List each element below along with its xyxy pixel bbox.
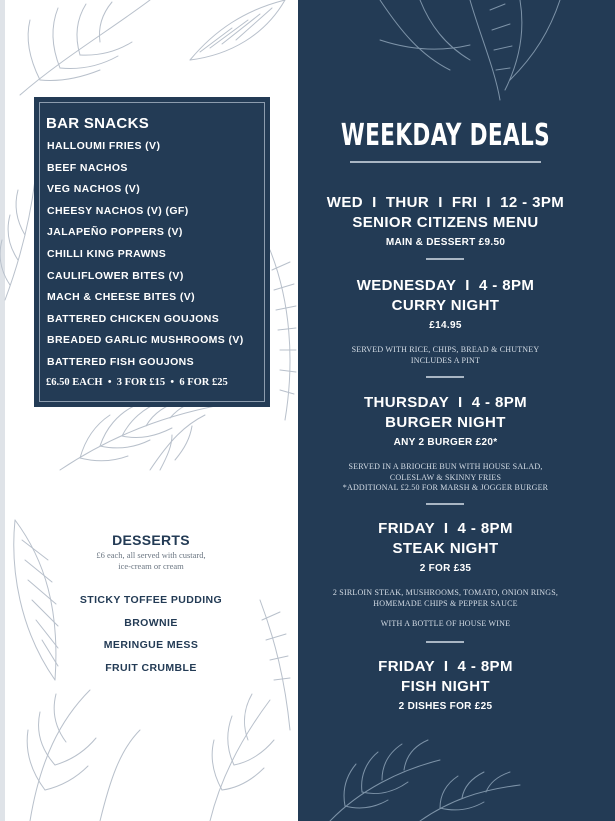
deal-note-line: *ADDITIONAL £2.50 FOR MARSH & JOGGER BURGER — [342, 483, 549, 492]
desserts-section — [40, 532, 262, 679]
deal-schedule: WED I THUR I FRI I 12 - 3PM — [326, 194, 565, 211]
deal-price: 2 FOR £35 — [419, 563, 472, 574]
deal-divider — [426, 258, 464, 260]
deal-name: SENIOR CITIZENS MENU — [352, 213, 539, 231]
deal-schedule: THURSDAY I 4 - 8PM — [363, 394, 528, 411]
bar-snacks-title: BAR SNACKS — [46, 115, 150, 132]
snack-item: CHEESY NACHOS (V) (GF) — [47, 204, 189, 217]
desserts-list — [40, 589, 262, 679]
deal-name: STEAK NIGHT — [392, 539, 499, 557]
dessert-item: BROWNIE — [124, 616, 178, 629]
bar-snacks-list — [47, 136, 244, 374]
deal-note-line: WITH A BOTTLE OF HOUSE WINE — [380, 619, 511, 628]
deal-name: CURRY NIGHT — [391, 296, 500, 314]
snack-item: CAULIFLOWER BITES (V) — [47, 269, 184, 282]
desserts-title: DESSERTS — [112, 532, 190, 548]
deal-note — [298, 588, 593, 609]
deal-schedule: WEDNESDAY I 4 - 8PM — [356, 277, 535, 294]
deal-name: FISH NIGHT — [401, 677, 490, 695]
desserts-subtitle — [40, 550, 262, 572]
snack-item: MACH & CHEESE BITES (V) — [47, 291, 196, 304]
deal-price: ANY 2 BURGER £20* — [393, 437, 498, 448]
snack-item: BATTERED FISH GOUJONS — [47, 355, 195, 368]
dessert-item: STICKY TOFFEE PUDDING — [79, 594, 223, 606]
deal-schedule: FRIDAY I 4 - 8PM — [378, 658, 513, 675]
bar-snacks-pricing: £6.50 EACH • 3 FOR £15 • 6 FOR £25 — [46, 377, 228, 388]
deal-schedule: FRIDAY I 4 - 8PM — [378, 520, 513, 537]
weekday-deals-title: WEEKDAY DEALS — [340, 118, 551, 153]
dessert-item: MERINGUE MESS — [103, 639, 199, 651]
deal-price: 2 DISHES FOR £25 — [398, 701, 493, 712]
deal-steak-night — [298, 519, 593, 630]
deal-curry-night — [298, 276, 593, 366]
deal-senior-citizens — [298, 193, 593, 248]
deal-note-line: COLESLAW & SKINNY FRIES — [389, 472, 502, 482]
deal-note — [298, 462, 593, 494]
deal-divider — [426, 641, 464, 643]
snack-item: BREADED GARLIC MUSHROOMS (V) — [47, 334, 244, 347]
snack-item: BATTERED CHICKEN GOUJONS — [47, 312, 220, 325]
deal-name: BURGER NIGHT — [385, 413, 506, 431]
deal-divider — [426, 376, 464, 378]
deal-note-line: INCLUDES A PINT — [410, 355, 481, 365]
snack-item: CHILLI KING PRAWNS — [47, 247, 167, 260]
dessert-item: FRUIT CRUMBLE — [105, 661, 197, 674]
deal-fish-night — [298, 657, 593, 712]
snack-item: BEEF NACHOS — [47, 161, 128, 174]
desserts-subtitle-line: £6 each, all served with custard, — [96, 550, 206, 560]
snack-item: VEG NACHOS (V) — [47, 183, 141, 196]
deal-burger-night — [298, 393, 593, 494]
desserts-subtitle-line: ice-cream or cream — [118, 561, 184, 571]
deal-price: MAIN & DESSERT £9.50 — [385, 237, 506, 248]
deal-note-line: SERVED WITH RICE, CHIPS, BREAD & CHUTNEY — [351, 345, 540, 354]
deal-note-line: SERVED IN A BRIOCHE BUN WITH HOUSE SALAD, — [348, 462, 543, 471]
page-edge — [0, 0, 5, 821]
deal-note-line: HOMEMADE CHIPS & PEPPER SAUCE — [373, 598, 518, 608]
snack-item: HALLOUMI FRIES (V) — [47, 140, 161, 152]
deal-divider — [426, 503, 464, 505]
title-divider — [350, 161, 541, 163]
deal-note — [298, 345, 593, 366]
deal-price: £14.95 — [429, 320, 462, 331]
snack-item: JALAPEÑO POPPERS (V) — [47, 226, 183, 239]
deal-note-line: 2 SIRLOIN STEAK, MUSHROOMS, TOMATO, ONION RINGS, — [332, 588, 559, 597]
